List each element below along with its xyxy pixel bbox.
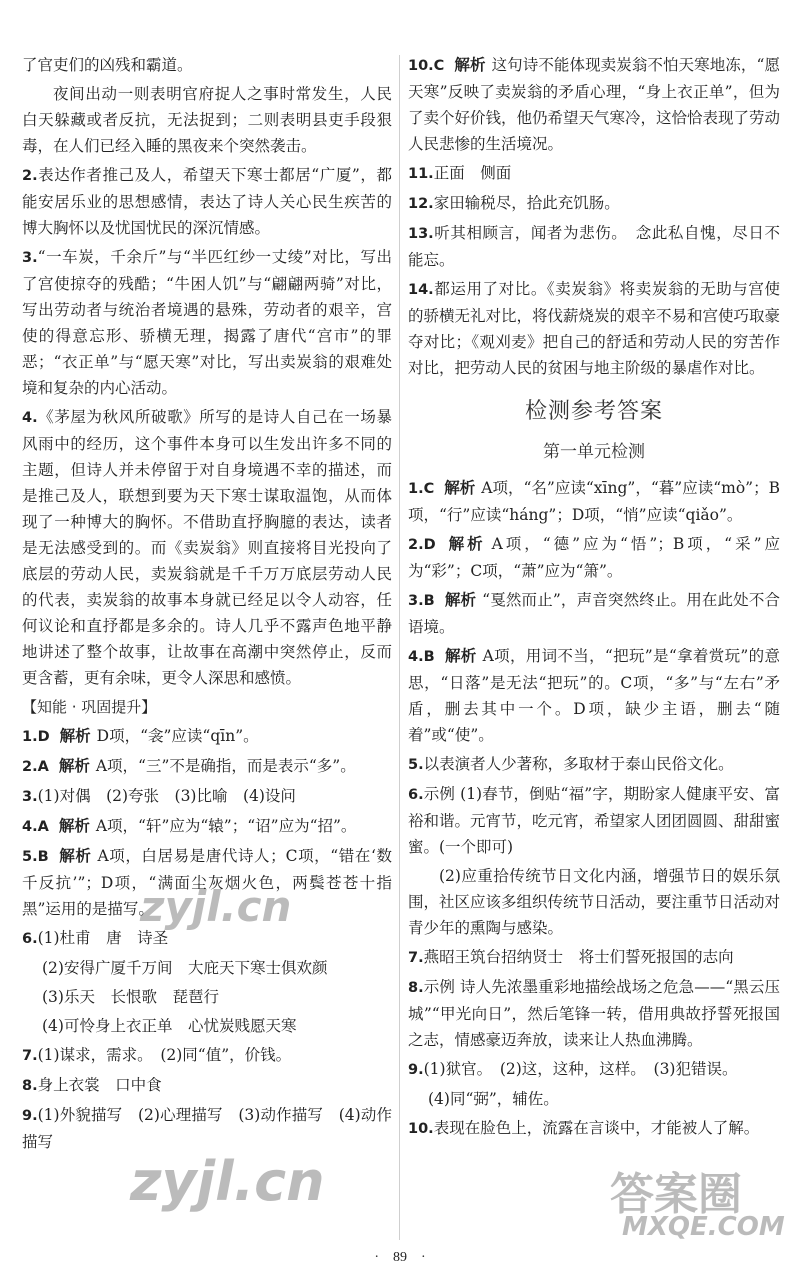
answer-item-t7 [408,944,780,971]
answer-item-t6 [408,781,780,860]
answer-text: 听其相顾言，闻者为悲伤。 念此私自愧，尽日不能忘。 [408,224,780,269]
item-number: 12. [408,196,434,212]
answer-text: 示例 (1)春节，倒贴“福”字，期盼家人健康平安、富裕和谐。元宵节，吃元宵，希望家人团团圆圆、甜甜蜜蜜。(一个即可) [408,785,781,856]
answer-item-r10 [408,52,780,157]
item-number: 13. [408,226,434,242]
answer-text: 这句诗不能体现卖炭翁不怕天寒地冻，“愿天寒”反映了卖炭翁的矛盾心理，“身上衣正单”，但为了卖个好价钱，他仍希望天气寒冷，这恰恰表现了劳动人民悲惨的生活境况。 [408,56,781,153]
answer-subline: (2)安得广厦千万间 大庇天下寒士俱欢颜 [42,959,328,977]
answer-item-r13 [408,220,780,273]
answer-item-t2 [408,531,780,584]
answer-item-k8 [22,1072,392,1099]
answer-text: (1)外貌描写 (2)心理描写 (3)动作描写 (4)动作描写 [22,1106,392,1151]
answer-text: 燕昭王筑台招纳贤士 将士们誓死报国的志向 [423,948,734,966]
analysis-tag: 解析 [58,817,90,835]
answer-item-t9 [408,1056,780,1083]
answer-item-k5 [22,843,392,922]
answer-text: 表达作者推己及人，希望天下寒士都居“广厦”，都能安居乐业的思想感情，表达了诗人关心民生疾苦的博大胸怀以及忧国忧民的深沉情感。 [22,166,392,237]
answer-item-k2 [22,753,392,780]
item-number: 10.C [408,58,445,74]
analysis-tag: 解析 [59,727,91,745]
paragraph: 夜间出动一则表明官府捉人之事时常发生，人民白天躲藏或者反抗，无法捉到；二则表明县吏手段狠毒，在人们已经入睡的黑夜来个突然袭击。 [22,85,392,155]
item-number: 7. [408,950,424,966]
answer-text: “一车炭，千余斤”与“半匹红纱一丈绫”对比，写出了宫使掠夺的残酷；“牛困人饥”与“翩翩两骑”对比，写出劳动者与统治者境遇的悬殊，劳动者的艰辛，宫使的得意忘形、骄横无理，揭露了唐代“宫市”的罪恶；“衣正单”与“愿天寒”对比，写出卖炭翁的艰难处境和复杂的内心活动。 [22,248,392,397]
right-column [408,52,780,1145]
analysis-tag: 解析 [444,479,476,497]
item-number: 9. [408,1062,424,1078]
answer-item-r11 [408,160,780,187]
section-title: 检测参考答案 [524,399,663,424]
answer-subline: (3)乐天 长恨歌 琵琶行 [42,988,219,1006]
answer-item-k7 [22,1042,392,1069]
watermark: MXQE.COM [622,1212,785,1242]
answer-item-k4 [22,813,392,840]
analysis-tag: 解析 [58,847,92,865]
answer-item-k3 [22,783,392,810]
item-number: 11. [408,166,434,182]
answer-item-k6 [22,925,392,952]
item-number: 5.B [22,849,49,865]
item-number: 3.B [408,593,435,609]
answer-text: A项，“德”应为“悟”；B项，“采”应为“彩”；C项，“萧”应为“箫”。 [408,535,780,580]
left-column [22,52,392,1158]
answer-text: 《茅屋为秋风所破歌》所写的是诗人自己在一场暴风雨中的经历，这个事件本身可以生发出许多不同的主题，但诗人并未停留于对自身境遇不幸的描述，而是推己及人，联想到要为天下寒士谋取温饱，从而体现了一种博大的胸怀。不借助直抒胸臆的表达，读者是无法感受到的。而《卖炭翁》则直接将目光投向了底层的劳动人民，卖炭翁就是千千万万底层劳动人民的代表，卖炭翁的故事本身就已经足以令人动容，任何议论和直抒都是多余的。诗人几乎不露声色地平静地讲述了整个故事，让故事在高潮中突然停止，反而更含蓄，更有余味，更令人深思和感愤。 [22,408,392,687]
answer-subline: (4)同“弼”，辅佐。 [428,1090,559,1108]
item-number: 4. [22,410,38,426]
item-number: 10. [408,1121,434,1137]
answer-text: 身上衣裳 口中食 [37,1076,162,1094]
page-number: · 89 · [374,1250,426,1265]
answer-text: A项，“轩”应为“辕”；“诏”应为“招”。 [95,817,357,835]
answer-text: 都运用了对比。《卖炭翁》将卖炭翁的无助与宫使的骄横无礼对比，将伐薪烧炭的艰辛不易和宫使巧取豪夺对比；《观刈麦》把自己的舒适和劳动人民的穷苦作对比，把劳动人民的贫困与地主阶级的暴虐作对比。 [408,280,781,377]
item-number: 2.A [22,759,49,775]
answer-text: (1)对偶 (2)夸张 (3)比喻 (4)设问 [37,787,296,805]
answer-text: 以表演者人少著称，多取材于泰山民俗文化。 [423,755,734,773]
section-heading: 【知能 · 巩固提升】 [22,698,157,716]
answer-text: 表现在脸色上，流露在言谈中，才能被人了解。 [433,1119,760,1137]
item-number: 8. [22,1078,38,1094]
answer-text: D项，“衾”应读“qīn”。 [96,727,259,745]
answer-item-2 [22,162,392,241]
item-number: 5. [408,757,424,773]
analysis-tag: 解析 [444,591,477,609]
item-number: 6. [22,931,38,947]
item-number: 8. [408,980,424,996]
item-number: 3. [22,250,38,266]
unit-subtitle: 第一单元检测 [543,442,645,462]
answer-text: (1)谋求，需求。 (2)同“值”，价钱。 [37,1046,292,1064]
analysis-tag: 解析 [454,56,486,74]
answer-item-t8 [408,974,780,1053]
answer-text: (1)狱官。 (2)这，这种，这样。 (3)犯错误。 [423,1060,738,1078]
answer-item-r12 [408,190,780,217]
answer-item-4 [22,404,392,691]
analysis-tag: 解析 [58,757,90,775]
watermark: zyjl.cn [140,882,292,931]
answer-item-t3 [408,587,780,640]
item-number: 1.D [22,729,50,745]
answer-text: 家田输税尽，拾此充饥肠。 [433,194,620,212]
item-number: 6. [408,787,424,803]
watermark: 答案圈 [610,1169,742,1220]
answer-item-t10 [408,1115,780,1142]
answer-item-k1 [22,723,392,750]
item-number: 7. [22,1048,38,1064]
text-line: 了官吏们的凶残和霸道。 [22,56,193,74]
item-number: 2.D [408,537,436,553]
answer-item-t5 [408,751,780,778]
answer-item-t4 [408,643,780,748]
item-number: 4.B [408,649,435,665]
answer-text: A项，白居易是唐代诗人；C项，“错在‘数千反抗’”；D项，“满面尘灰烟火色，两鬓苍苍十指黑”运用的是描写。 [22,847,392,918]
answer-text: “戛然而止”，声音突然终止。用在此处不合语境。 [408,591,780,636]
answer-text: (1)杜甫 唐 诗圣 [37,929,169,947]
item-number: 3. [22,789,38,805]
answer-item-k9 [22,1102,392,1155]
answer-text: A项，“三”不是确指，而是表示“多”。 [95,757,356,775]
answer-subline: (4)可怜身上衣正单 心忧炭贱愿天寒 [42,1017,297,1035]
item-number: 14. [408,282,434,298]
column-divider [399,55,400,1240]
answer-text: A项，用词不当，“把玩”是“拿着赏玩”的意思，“日落”是无法“把玩”的。C项，“多”与“左右”矛盾，删去其中一个。D项，缺少主语，删去“随着”或“使”。 [408,647,780,744]
analysis-tag: 解析 [445,535,486,553]
answer-item-t1 [408,475,780,528]
item-number: 9. [22,1108,38,1124]
answer-item-r14 [408,276,780,381]
answer-subparagraph: (2)应重拾传统节日文化内涵，增强节日的娱乐氛围，社区应该多组织传统节日活动，要注重节日活动对青少年的熏陶与感染。 [408,867,781,937]
item-number: 4.A [22,819,49,835]
item-number: 2. [22,168,38,184]
item-number: 1.C [408,481,435,497]
answer-text: 示例 诗人先浓墨重彩地描绘战场之危急——“黑云压城”“甲光向日”，然后笔锋一转，借用典故抒誓死报国之志，情感豪迈奔放，读来让人热血沸腾。 [408,978,780,1049]
answer-text: 正面 侧面 [433,164,512,182]
answer-item-3 [22,244,392,401]
answer-text: A项，“名”应读“xīng”，“暮”应读“mò”；B项，“行”应读“háng”；D项，“悄”应读“qiǎo”。 [408,479,780,524]
analysis-tag: 解析 [444,647,477,665]
watermark: zyjl.cn [130,1150,325,1213]
